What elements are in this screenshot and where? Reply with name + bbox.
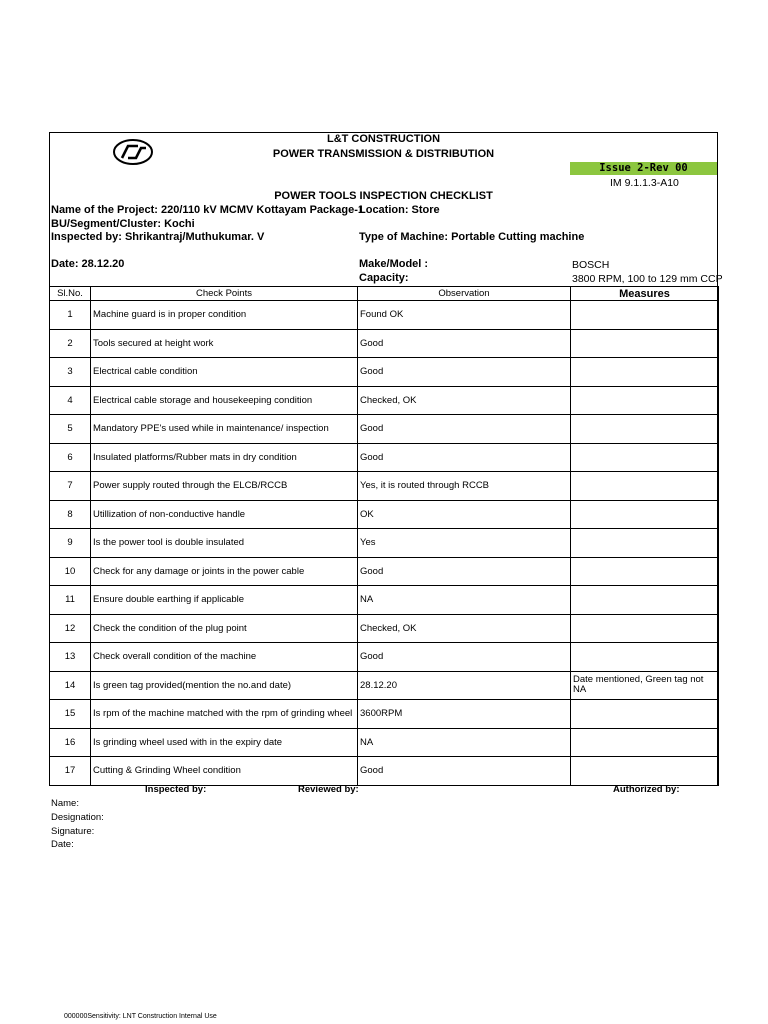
cell-checkpoint: Electrical cable condition xyxy=(91,358,358,387)
make-value: BOSCH xyxy=(572,259,610,271)
footer-inspected-by: Inspected by: xyxy=(145,784,207,795)
cell-checkpoint: Cutting & Grinding Wheel condition xyxy=(91,757,358,786)
table-row xyxy=(50,329,719,358)
cell-measures xyxy=(571,529,719,558)
machine-type: Type of Machine: Portable Cutting machine xyxy=(359,231,585,243)
project-name: Name of the Project: 220/110 kV MCMV Kottayam Package-1 xyxy=(51,204,365,216)
cell-slno: 4 xyxy=(50,386,91,415)
cell-observation: Good xyxy=(358,415,571,444)
table-row xyxy=(50,614,719,643)
checklist-table xyxy=(49,286,719,786)
inspection-date: Date: 28.12.20 xyxy=(51,258,125,270)
footer-authorized-by: Authorized by: xyxy=(613,784,680,795)
cell-slno: 14 xyxy=(50,671,91,700)
cell-checkpoint: Check for any damage or joints in the power cable xyxy=(91,557,358,586)
cell-measures xyxy=(571,557,719,586)
table-row xyxy=(50,415,719,444)
table-header-row xyxy=(50,287,719,301)
cell-slno: 13 xyxy=(50,643,91,672)
cell-measures xyxy=(571,700,719,729)
col-header-observation: Observation xyxy=(358,287,571,301)
cell-checkpoint: Check overall condition of the machine xyxy=(91,643,358,672)
table-row xyxy=(50,358,719,387)
cell-measures xyxy=(571,472,719,501)
cell-observation: NA xyxy=(358,728,571,757)
cell-observation: Checked, OK xyxy=(358,614,571,643)
cell-observation: 28.12.20 xyxy=(358,671,571,700)
cell-checkpoint: Tools secured at height work xyxy=(91,329,358,358)
cell-observation: NA xyxy=(358,586,571,615)
cell-checkpoint: Power supply routed through the ELCB/RCCB xyxy=(91,472,358,501)
sig-date: Date: xyxy=(51,839,74,850)
cell-slno: 12 xyxy=(50,614,91,643)
table-row xyxy=(50,586,719,615)
doc-title: POWER TOOLS INSPECTION CHECKLIST xyxy=(274,190,493,202)
cell-measures xyxy=(571,757,719,786)
make-label: Make/Model : xyxy=(359,258,429,270)
col-header-checkpoints: Check Points xyxy=(91,287,358,301)
table-row xyxy=(50,728,719,757)
cell-measures xyxy=(571,358,719,387)
cell-checkpoint: Is rpm of the machine matched with the rpm of grinding wheel xyxy=(91,700,358,729)
cell-measures xyxy=(571,386,719,415)
location: Location: Store xyxy=(359,204,440,216)
sig-designation: Designation: xyxy=(51,812,104,823)
sig-signature: Signature: xyxy=(51,826,95,837)
table-row xyxy=(50,757,719,786)
cell-checkpoint: Ensure double earthing if applicable xyxy=(91,586,358,615)
cell-slno: 11 xyxy=(50,586,91,615)
col-header-measures: Measures xyxy=(571,287,719,301)
cell-checkpoint: Check the condition of the plug point xyxy=(91,614,358,643)
cell-slno: 5 xyxy=(50,415,91,444)
table-row xyxy=(50,671,719,700)
capacity-value: 3800 RPM, 100 to 129 mm CCP xyxy=(572,273,723,285)
cell-measures xyxy=(571,443,719,472)
division-name: POWER TRANSMISSION & DISTRIBUTION xyxy=(272,148,495,160)
issue-badge: Issue 2-Rev 00 xyxy=(570,162,717,175)
cell-checkpoint: Is the power tool is double insulated xyxy=(91,529,358,558)
cell-measures xyxy=(571,415,719,444)
doc-code: IM 9.1.1.3-A10 xyxy=(610,177,679,189)
cell-checkpoint: Electrical cable storage and housekeeping condition xyxy=(91,386,358,415)
cell-observation: Good xyxy=(358,329,571,358)
table-row xyxy=(50,700,719,729)
cell-observation: Checked, OK xyxy=(358,386,571,415)
cell-slno: 17 xyxy=(50,757,91,786)
cell-observation: Good xyxy=(358,757,571,786)
cell-measures xyxy=(571,643,719,672)
cell-slno: 1 xyxy=(50,301,91,330)
sig-name: Name: xyxy=(51,798,79,809)
cell-measures xyxy=(571,301,719,330)
cell-measures xyxy=(571,614,719,643)
cell-observation: OK xyxy=(358,500,571,529)
cell-observation: Good xyxy=(358,557,571,586)
col-header-slno: Sl.No. xyxy=(50,287,91,301)
cell-slno: 7 xyxy=(50,472,91,501)
cell-slno: 9 xyxy=(50,529,91,558)
table-row xyxy=(50,472,719,501)
table-row xyxy=(50,557,719,586)
bu-segment: BU/Segment/Cluster: Kochi xyxy=(51,218,195,230)
cell-slno: 6 xyxy=(50,443,91,472)
cell-checkpoint: Utillization of non-conductive handle xyxy=(91,500,358,529)
company-name: L&T CONSTRUCTION xyxy=(326,133,441,145)
cell-observation: Found OK xyxy=(358,301,571,330)
table-row xyxy=(50,443,719,472)
cell-measures xyxy=(571,728,719,757)
cell-checkpoint: Mandatory PPE's used while in maintenance/ inspection xyxy=(91,415,358,444)
cell-measures xyxy=(571,329,719,358)
cell-slno: 15 xyxy=(50,700,91,729)
cell-slno: 16 xyxy=(50,728,91,757)
cell-checkpoint: Machine guard is in proper condition xyxy=(91,301,358,330)
table-row xyxy=(50,301,719,330)
footer-reviewed-by: Reviewed by: xyxy=(298,784,359,795)
table-row xyxy=(50,386,719,415)
table-row xyxy=(50,500,719,529)
cell-checkpoint: Is grinding wheel used with in the expiry date xyxy=(91,728,358,757)
cell-checkpoint: Insulated platforms/Rubber mats in dry condition xyxy=(91,443,358,472)
cell-checkpoint: Is green tag provided(mention the no.and date) xyxy=(91,671,358,700)
inspected-by-top: Inspected by: Shrikantraj/Muthukumar. V xyxy=(51,231,265,243)
cell-observation: Good xyxy=(358,643,571,672)
cell-observation: Good xyxy=(358,443,571,472)
capacity-label: Capacity: xyxy=(359,272,409,284)
cell-slno: 2 xyxy=(50,329,91,358)
sensitivity-label: 000000Sensitivity: LNT Construction Internal Use xyxy=(64,1013,217,1020)
cell-slno: 3 xyxy=(50,358,91,387)
table-row xyxy=(50,643,719,672)
cell-observation: 3600RPM xyxy=(358,700,571,729)
cell-observation: Good xyxy=(358,358,571,387)
cell-measures xyxy=(571,500,719,529)
cell-measures: Date mentioned, Green tag not NA xyxy=(571,671,719,700)
cell-observation: Yes xyxy=(358,529,571,558)
cell-slno: 10 xyxy=(50,557,91,586)
cell-measures xyxy=(571,586,719,615)
cell-observation: Yes, it is routed through RCCB xyxy=(358,472,571,501)
cell-slno: 8 xyxy=(50,500,91,529)
table-row xyxy=(50,529,719,558)
